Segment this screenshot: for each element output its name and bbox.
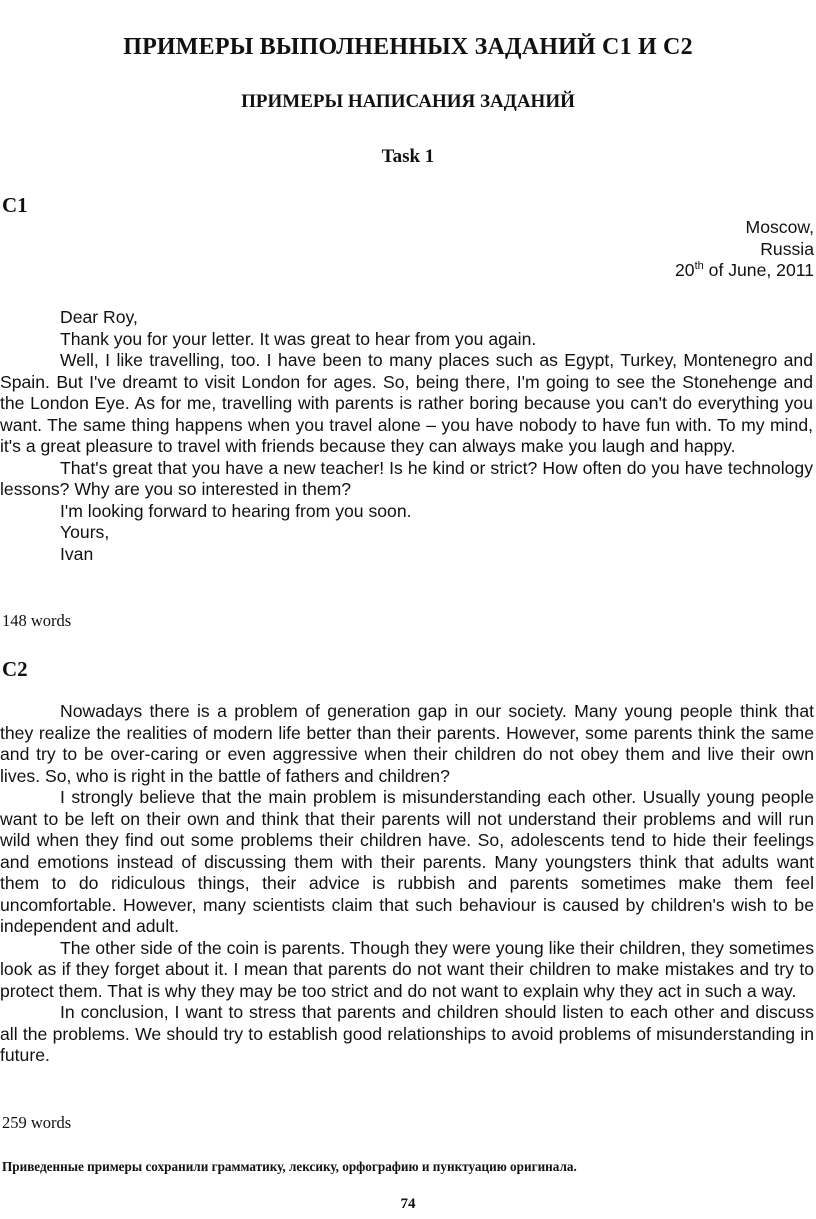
address-city: Moscow,	[745, 217, 814, 237]
letter-address	[675, 217, 814, 282]
essay-paragraph: The other side of the coin is parents. Though they were young like their children, they sometimes look as if they forget about it. I mean that parents do not want their children to make mistakes and try to protect them. That is why they may be too strict and do not want to explain why they act in such a way.	[0, 937, 814, 1001]
address-country: Russia	[760, 238, 814, 259]
letter-opening-line: Thank you for your letter. It was great to hear from you again.	[60, 328, 537, 349]
letter-paragraph: That's great that you have a new teacher! Is he kind or strict? How often do you have technology lessons? Why are you so interested in them?	[0, 457, 813, 499]
footnote: Приведенные примеры сохранили грамматику, лексику, орфографию и пунктуацию оригинала.	[2, 1159, 577, 1174]
letter-signoff: Yours,	[60, 522, 110, 542]
essay-paragraph: In conclusion, I want to stress that parents and children should listen to each other and discuss all the problems. We should try to establish good relationships to avoid problems of misunderstanding in future.	[0, 1002, 814, 1065]
essay-body	[0, 701, 814, 1067]
c1-word-count: 148 words	[2, 611, 72, 630]
letter-body	[0, 307, 813, 565]
c2-word-count: 259 words	[2, 1113, 72, 1132]
page-number: 74	[400, 1196, 416, 1212]
task-title: Task 1	[381, 146, 435, 167]
essay-paragraph: I strongly believe that the main problem is misunderstanding each other. Usually young people want to be left on their own and think that their parents will not understand their problems and will run wild when they find out some problems their children have. So, adolescents tend to hide their feelings and emotions instead of discussing them with their parents. Many youngsters think that adults want them to do ridiculous things, their advice is rubbish and parents sometimes make them feel uncomfortable. However, many scientists claim that such behaviour is caused by children's wish to be independent and adult.	[0, 787, 814, 936]
essay-paragraph: Nowadays there is a problem of generation gap in our society. Many young people think that they realize the realities of modern life better than their parents. However, some parents think the same and try to be over-caring or even aggressive when their children do not obey them and live their own lives. So, who is right in the battle of fathers and children?	[0, 701, 814, 786]
letter-signature: Ivan	[60, 543, 94, 564]
letter-greeting: Dear Roy,	[60, 307, 138, 327]
c2-label: C2	[2, 657, 28, 681]
address-date: 20th of June, 2011	[675, 260, 814, 280]
letter-paragraph: Well, I like travelling, too. I have been to many places such as Egypt, Turkey, Montenegro and Spain. But I've dreamt to visit London for ages. So, being there, I'm going to see the Stonehenge and the London Eye. As for me, travelling with parents is rather boring because you can't do everything you want. The same thing happens when you travel alone – you have nobody to have fun with. To my mind, it's a great pleasure to travel with friends because they can always make you laugh and happy.	[0, 350, 813, 456]
section-subtitle: ПРИМЕРЫ НАПИСАНИЯ ЗАДАНИЙ	[241, 91, 575, 112]
c1-label: C1	[2, 193, 28, 217]
page-title: ПРИМЕРЫ ВЫПОЛНЕННЫХ ЗАДАНИЙ С1 И С2	[123, 34, 693, 60]
letter-closing-line: I'm looking forward to hearing from you soon.	[60, 500, 412, 521]
